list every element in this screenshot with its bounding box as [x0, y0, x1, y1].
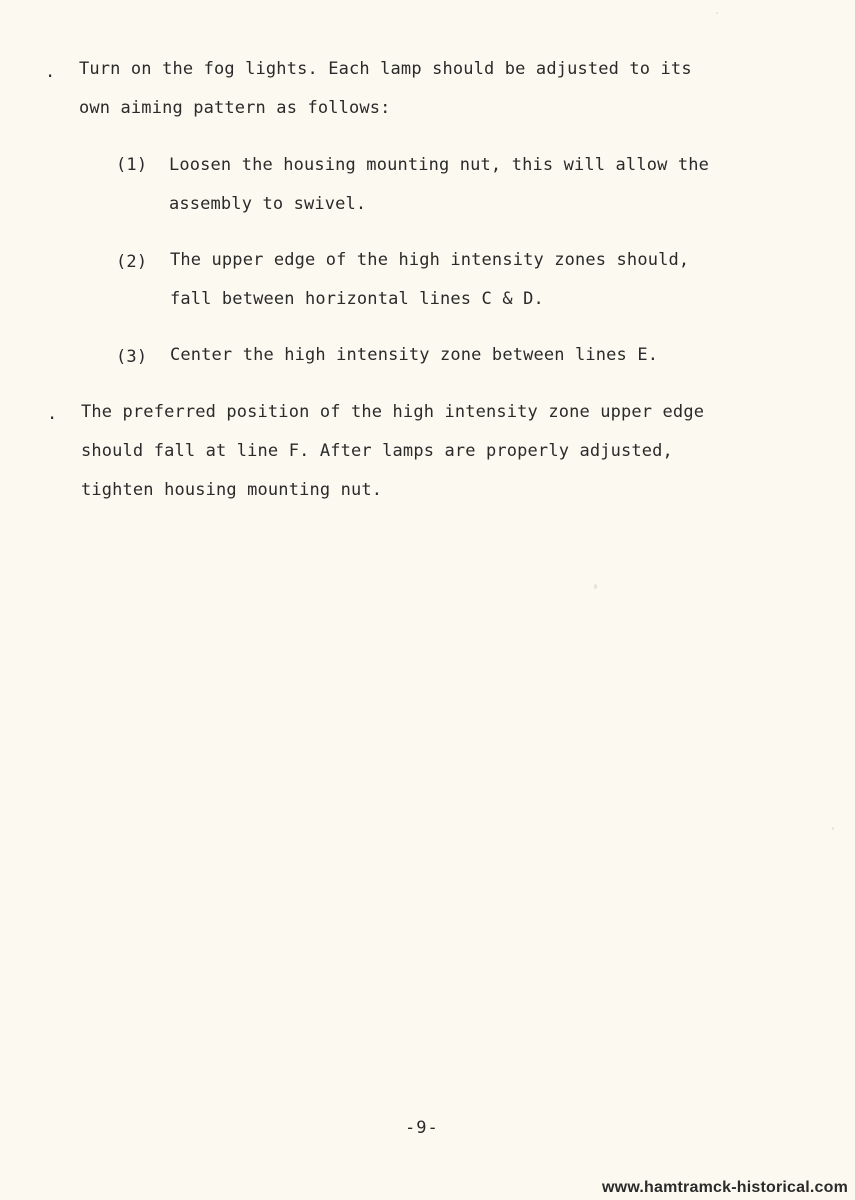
paragraph-2-line-2: should fall at line F. After lamps are properly adjusted,: [81, 441, 673, 461]
step-2-text: [170, 241, 689, 319]
paragraph-preferred-position: [81, 393, 704, 510]
step-1-line-2: assembly to swivel.: [169, 194, 367, 214]
paper-speck: [716, 12, 718, 14]
paragraph-1-line-1: Turn on the fog lights. Each lamp should be adjusted to its: [79, 59, 692, 79]
step-2-line-1: The upper edge of the high intensity zones should,: [170, 250, 690, 270]
paragraph-fog-lights: [79, 50, 692, 128]
step-1-text: [169, 146, 709, 224]
paragraph-2-line-1: The preferred position of the high intensity zone upper edge: [81, 402, 705, 422]
bullet-marker-2: .: [47, 404, 58, 424]
step-3-line-1: Center the high intensity zone between lines E.: [170, 345, 659, 365]
bullet-marker-1: .: [45, 62, 56, 82]
site-watermark: www.hamtramck-historical.com: [602, 1179, 848, 1196]
step-3-number: (3): [116, 347, 148, 367]
paper-speck: [594, 584, 597, 589]
page-number: -9-: [405, 1118, 439, 1138]
paragraph-1-line-2: own aiming pattern as follows:: [79, 98, 391, 118]
paper-speck: [832, 827, 834, 830]
step-1-number: (1): [116, 155, 148, 175]
step-1-line-1: Loosen the housing mounting nut, this will allow the: [169, 155, 710, 175]
step-2-number: (2): [116, 252, 148, 272]
paragraph-2-line-3: tighten housing mounting nut.: [81, 480, 383, 500]
step-2-line-2: fall between horizontal lines C & D.: [170, 289, 544, 309]
step-3-text: [170, 336, 658, 375]
